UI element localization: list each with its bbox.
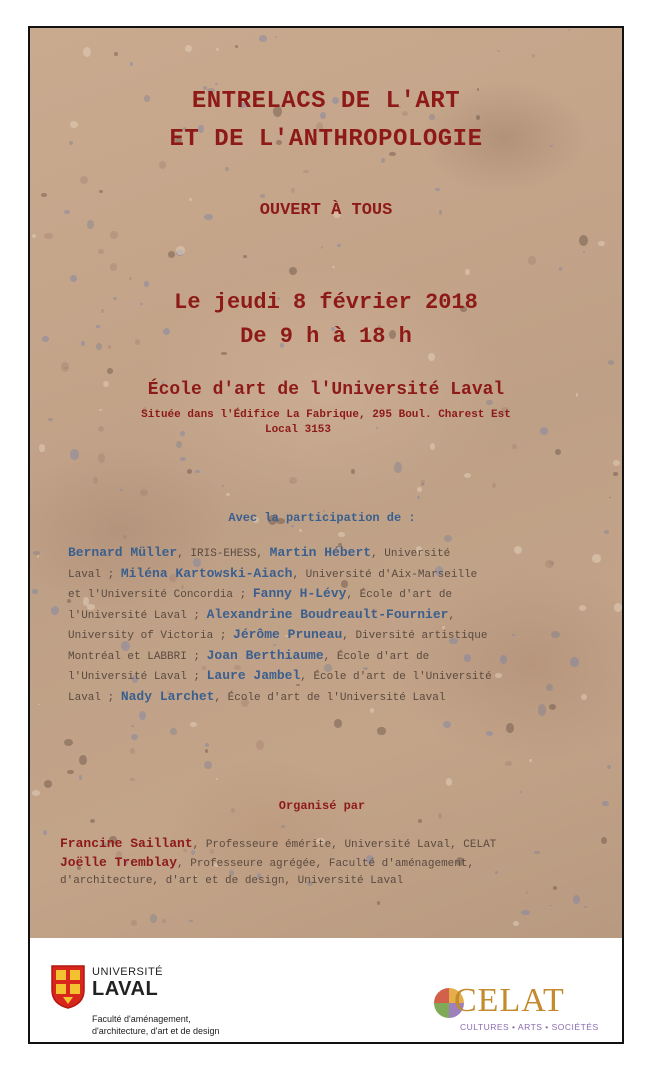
participant-line [68, 543, 450, 565]
affiliation-text: l'Université Laval ; [68, 609, 207, 622]
participant-line [68, 687, 445, 709]
participant-line [68, 564, 477, 586]
celat-tagline: CULTURES • ARTS • SOCIÉTÉS [460, 1022, 599, 1032]
faculty-line-2: d'architecture, d'art et de design [92, 1026, 220, 1036]
poster [30, 28, 622, 938]
affiliation-text: Laval ; [68, 568, 121, 581]
person-name: Nady Larchet [120, 688, 215, 704]
affiliation-text: University of Victoria ; [68, 630, 234, 642]
person-name: Joëlle Tremblay [60, 855, 178, 870]
laval-wordmark-line-2: LAVAL [92, 978, 159, 1000]
organizer-line [60, 853, 474, 874]
participant-line [68, 666, 492, 688]
affiliation-text: , IRIS-EHESS, [177, 548, 270, 560]
affiliation-text: , Diversité artistique [342, 630, 488, 642]
laval-crest-logo [50, 964, 86, 1010]
affiliation-text: , Université d'Aix-Marseille [292, 568, 478, 581]
affiliation-text: , Professeure émérite, Université Laval, CELAT [192, 839, 497, 851]
participant-line [68, 625, 487, 647]
person-name: Bernard Müller [68, 545, 178, 560]
event-date: Le jeudi 8 février 2018 [174, 290, 478, 315]
affiliation-text: , École d'art de [346, 589, 453, 601]
person-name: Martin Hébert [269, 545, 372, 560]
organizer-line [60, 834, 496, 855]
person-name: Jérôme Pruneau [233, 627, 343, 642]
affiliation-text: et l'Université Concordia ; [68, 589, 253, 601]
affiliation-text: , École d'art de l'Université [300, 671, 492, 683]
participant-line [68, 646, 429, 668]
venue-room: Local 3153 [264, 424, 331, 436]
affiliation-text: d'architecture, d'art et de design, Université Laval [60, 875, 404, 887]
title-line-1: ENTRELACS DE L'ART [191, 88, 461, 115]
participants-heading: Avec la participation de : [228, 511, 416, 525]
participant-line [68, 584, 452, 606]
affiliation-text: l'Université Laval ; [68, 671, 207, 683]
person-name: Francine Saillant [60, 836, 193, 851]
person-name: Laure Jambel [206, 668, 301, 683]
person-name: Fanny H-Lévy [252, 586, 347, 601]
affiliation-text: , École d'art de [323, 650, 430, 663]
affiliation-text: , [448, 609, 456, 622]
event-time: De 9 h à 18 h [240, 324, 412, 349]
laval-wordmark-line-1: UNIVERSITÉ [92, 966, 164, 978]
affiliation-text: , Université [371, 548, 451, 560]
venue-address: Située dans l'Édifice La Fabrique, 295 Boul. Charest Est [141, 409, 511, 421]
affiliation-text: , Professeure agrégée, Faculté d'aménagement, [177, 858, 475, 870]
logo-footer [30, 938, 622, 1042]
affiliation-text: Montréal et LABBRI ; [68, 650, 207, 663]
person-name: Miléna Kartowski-Aiach [120, 565, 293, 581]
affiliation-text: , École d'art de l'Université Laval [214, 691, 446, 704]
celat-wordmark: CELAT [454, 982, 565, 1019]
person-name: Joan Berthiaume [206, 647, 324, 663]
venue-name: École d'art de l'Université Laval [147, 380, 505, 400]
person-name: Alexandrine Boudreault-Fournier [206, 606, 449, 622]
title-line-2: ET DE L'ANTHROPOLOGIE [169, 126, 483, 153]
organizer-line [60, 872, 403, 891]
subtitle: OUVERT À TOUS [259, 201, 393, 220]
faculty-line-1: Faculté d'aménagement, [92, 1014, 191, 1024]
participant-line [68, 605, 455, 627]
affiliation-text: Laval ; [68, 691, 121, 704]
organizers-heading: Organisé par [278, 799, 366, 813]
